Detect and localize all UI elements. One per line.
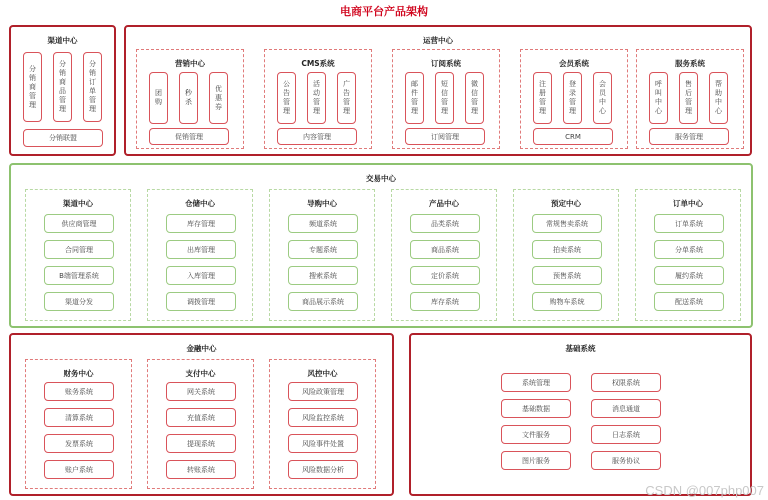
trade-group-title: 产品中心	[429, 199, 459, 208]
op-group-title: CMS系统	[301, 59, 335, 68]
trade-item: 出库管理	[166, 240, 236, 259]
channel-vertical-item: 分销商管理	[23, 52, 42, 122]
op-bottom-item: CRM	[533, 128, 613, 145]
operations-center-panel	[124, 25, 752, 156]
finance-group-risk	[269, 359, 376, 489]
trade-item: 频道系统	[288, 214, 358, 233]
watermark: CSDN @007php007	[645, 483, 764, 498]
op-vertical-item: 公告管理	[277, 72, 296, 124]
trade-item: 履约系统	[654, 266, 724, 285]
finance-item: 充值系统	[166, 408, 236, 427]
operations-center-title: 运营中心	[423, 36, 453, 45]
finance-group-accounting	[25, 359, 132, 489]
op-group-cms	[264, 49, 372, 149]
trade-group-title: 预定中心	[551, 199, 581, 208]
trade-item: 入库管理	[166, 266, 236, 285]
finance-item: 账户系统	[44, 460, 114, 479]
trade-item: 供应商管理	[44, 214, 114, 233]
base-item: 图片服务	[501, 451, 571, 470]
base-item: 日志系统	[591, 425, 661, 444]
op-group-title: 会员系统	[559, 59, 589, 68]
trade-item: 订单系统	[654, 214, 724, 233]
finance-group-payment	[147, 359, 254, 489]
trade-group-title: 订单中心	[673, 199, 703, 208]
base-item: 文件服务	[501, 425, 571, 444]
op-vertical-item: 邮件管理	[405, 72, 424, 124]
finance-group-title: 财务中心	[63, 369, 94, 378]
trade-item: 渠道分发	[44, 292, 114, 311]
op-vertical-item: 优惠券	[209, 72, 228, 124]
op-vertical-item: 活动管理	[307, 72, 326, 124]
trade-item: 分单系统	[654, 240, 724, 259]
op-group-service	[636, 49, 744, 149]
base-item: 权限系统	[591, 373, 661, 392]
finance-item: 账务系统	[44, 382, 114, 401]
trade-item: 预售系统	[532, 266, 602, 285]
op-bottom-item: 订阅管理	[405, 128, 485, 145]
finance-item: 风险监控系统	[288, 408, 358, 427]
op-group-subscription	[392, 49, 500, 149]
trade-item: 搜索系统	[288, 266, 358, 285]
finance-item: 清算系统	[44, 408, 114, 427]
op-vertical-item: 短信管理	[435, 72, 454, 124]
trade-group-booking	[513, 189, 619, 321]
base-item: 服务协议	[591, 451, 661, 470]
trade-group-shopping-guide	[269, 189, 375, 321]
op-vertical-item: 团购	[149, 72, 168, 124]
finance-item: 风险政策管理	[288, 382, 358, 401]
base-item: 基础数据	[501, 399, 571, 418]
trade-item: 专题系统	[288, 240, 358, 259]
channel-bottom-item: 分销联盟	[23, 129, 103, 147]
finance-item: 发票系统	[44, 434, 114, 453]
finance-center-panel	[9, 333, 394, 496]
finance-item: 风险数据分析	[288, 460, 358, 479]
trade-item: 品类系统	[410, 214, 480, 233]
base-system-title: 基础系统	[565, 344, 596, 353]
trade-item: 商品展示系统	[288, 292, 358, 311]
op-vertical-item: 帮助中心	[709, 72, 728, 124]
trade-group-order	[635, 189, 741, 321]
trade-item: 拍卖系统	[532, 240, 602, 259]
op-group-marketing	[136, 49, 244, 149]
finance-item: 转账系统	[166, 460, 236, 479]
diagram-title: 电商平台产品架构	[340, 5, 428, 18]
base-item: 消息通道	[591, 399, 661, 418]
trade-item: 购物车系统	[532, 292, 602, 311]
trade-group-title: 导购中心	[307, 199, 337, 208]
base-system-panel	[409, 333, 752, 496]
finance-item: 提现系统	[166, 434, 236, 453]
op-bottom-item: 内容管理	[277, 128, 357, 145]
trade-center-title: 交易中心	[366, 174, 396, 183]
trade-item: 库存管理	[166, 214, 236, 233]
finance-group-title: 风控中心	[307, 369, 338, 378]
channel-vertical-item: 分销商品管理	[53, 52, 72, 122]
trade-group-warehouse	[147, 189, 253, 321]
trade-center-panel	[9, 163, 753, 328]
finance-item: 风险事件处置	[288, 434, 358, 453]
trade-item: B端管理系统	[44, 266, 114, 285]
op-group-title: 营销中心	[175, 59, 205, 68]
finance-center-title: 金融中心	[186, 344, 217, 353]
trade-group-title: 渠道中心	[63, 199, 93, 208]
op-vertical-item: 呼叫中心	[649, 72, 668, 124]
channel-center-title: 渠道中心	[47, 36, 78, 45]
op-vertical-item: 秒杀	[179, 72, 198, 124]
trade-item: 定价系统	[410, 266, 480, 285]
trade-group-channel	[25, 189, 131, 321]
channel-vertical-item: 分销订单管理	[83, 52, 102, 122]
op-vertical-item: 会员中心	[593, 72, 612, 124]
trade-group-product	[391, 189, 497, 321]
finance-item: 网关系统	[166, 382, 236, 401]
op-bottom-item: 服务管理	[649, 128, 729, 145]
op-bottom-item: 促销管理	[149, 128, 229, 145]
op-group-title: 订阅系统	[431, 59, 461, 68]
trade-item: 调拨管理	[166, 292, 236, 311]
finance-group-title: 支付中心	[185, 369, 216, 378]
op-group-title: 服务系统	[675, 59, 705, 68]
trade-item: 常规售卖系统	[532, 214, 602, 233]
channel-center-panel	[9, 25, 116, 156]
base-item: 系统管理	[501, 373, 571, 392]
op-vertical-item: 注册管理	[533, 72, 552, 124]
op-vertical-item: 广告管理	[337, 72, 356, 124]
op-vertical-item: 登录管理	[563, 72, 582, 124]
op-vertical-item: 售后管理	[679, 72, 698, 124]
trade-item: 合同管理	[44, 240, 114, 259]
trade-item: 商品系统	[410, 240, 480, 259]
trade-item: 库存系统	[410, 292, 480, 311]
op-vertical-item: 微信管理	[465, 72, 484, 124]
op-group-member	[520, 49, 628, 149]
trade-group-title: 仓储中心	[185, 199, 215, 208]
trade-item: 配送系统	[654, 292, 724, 311]
